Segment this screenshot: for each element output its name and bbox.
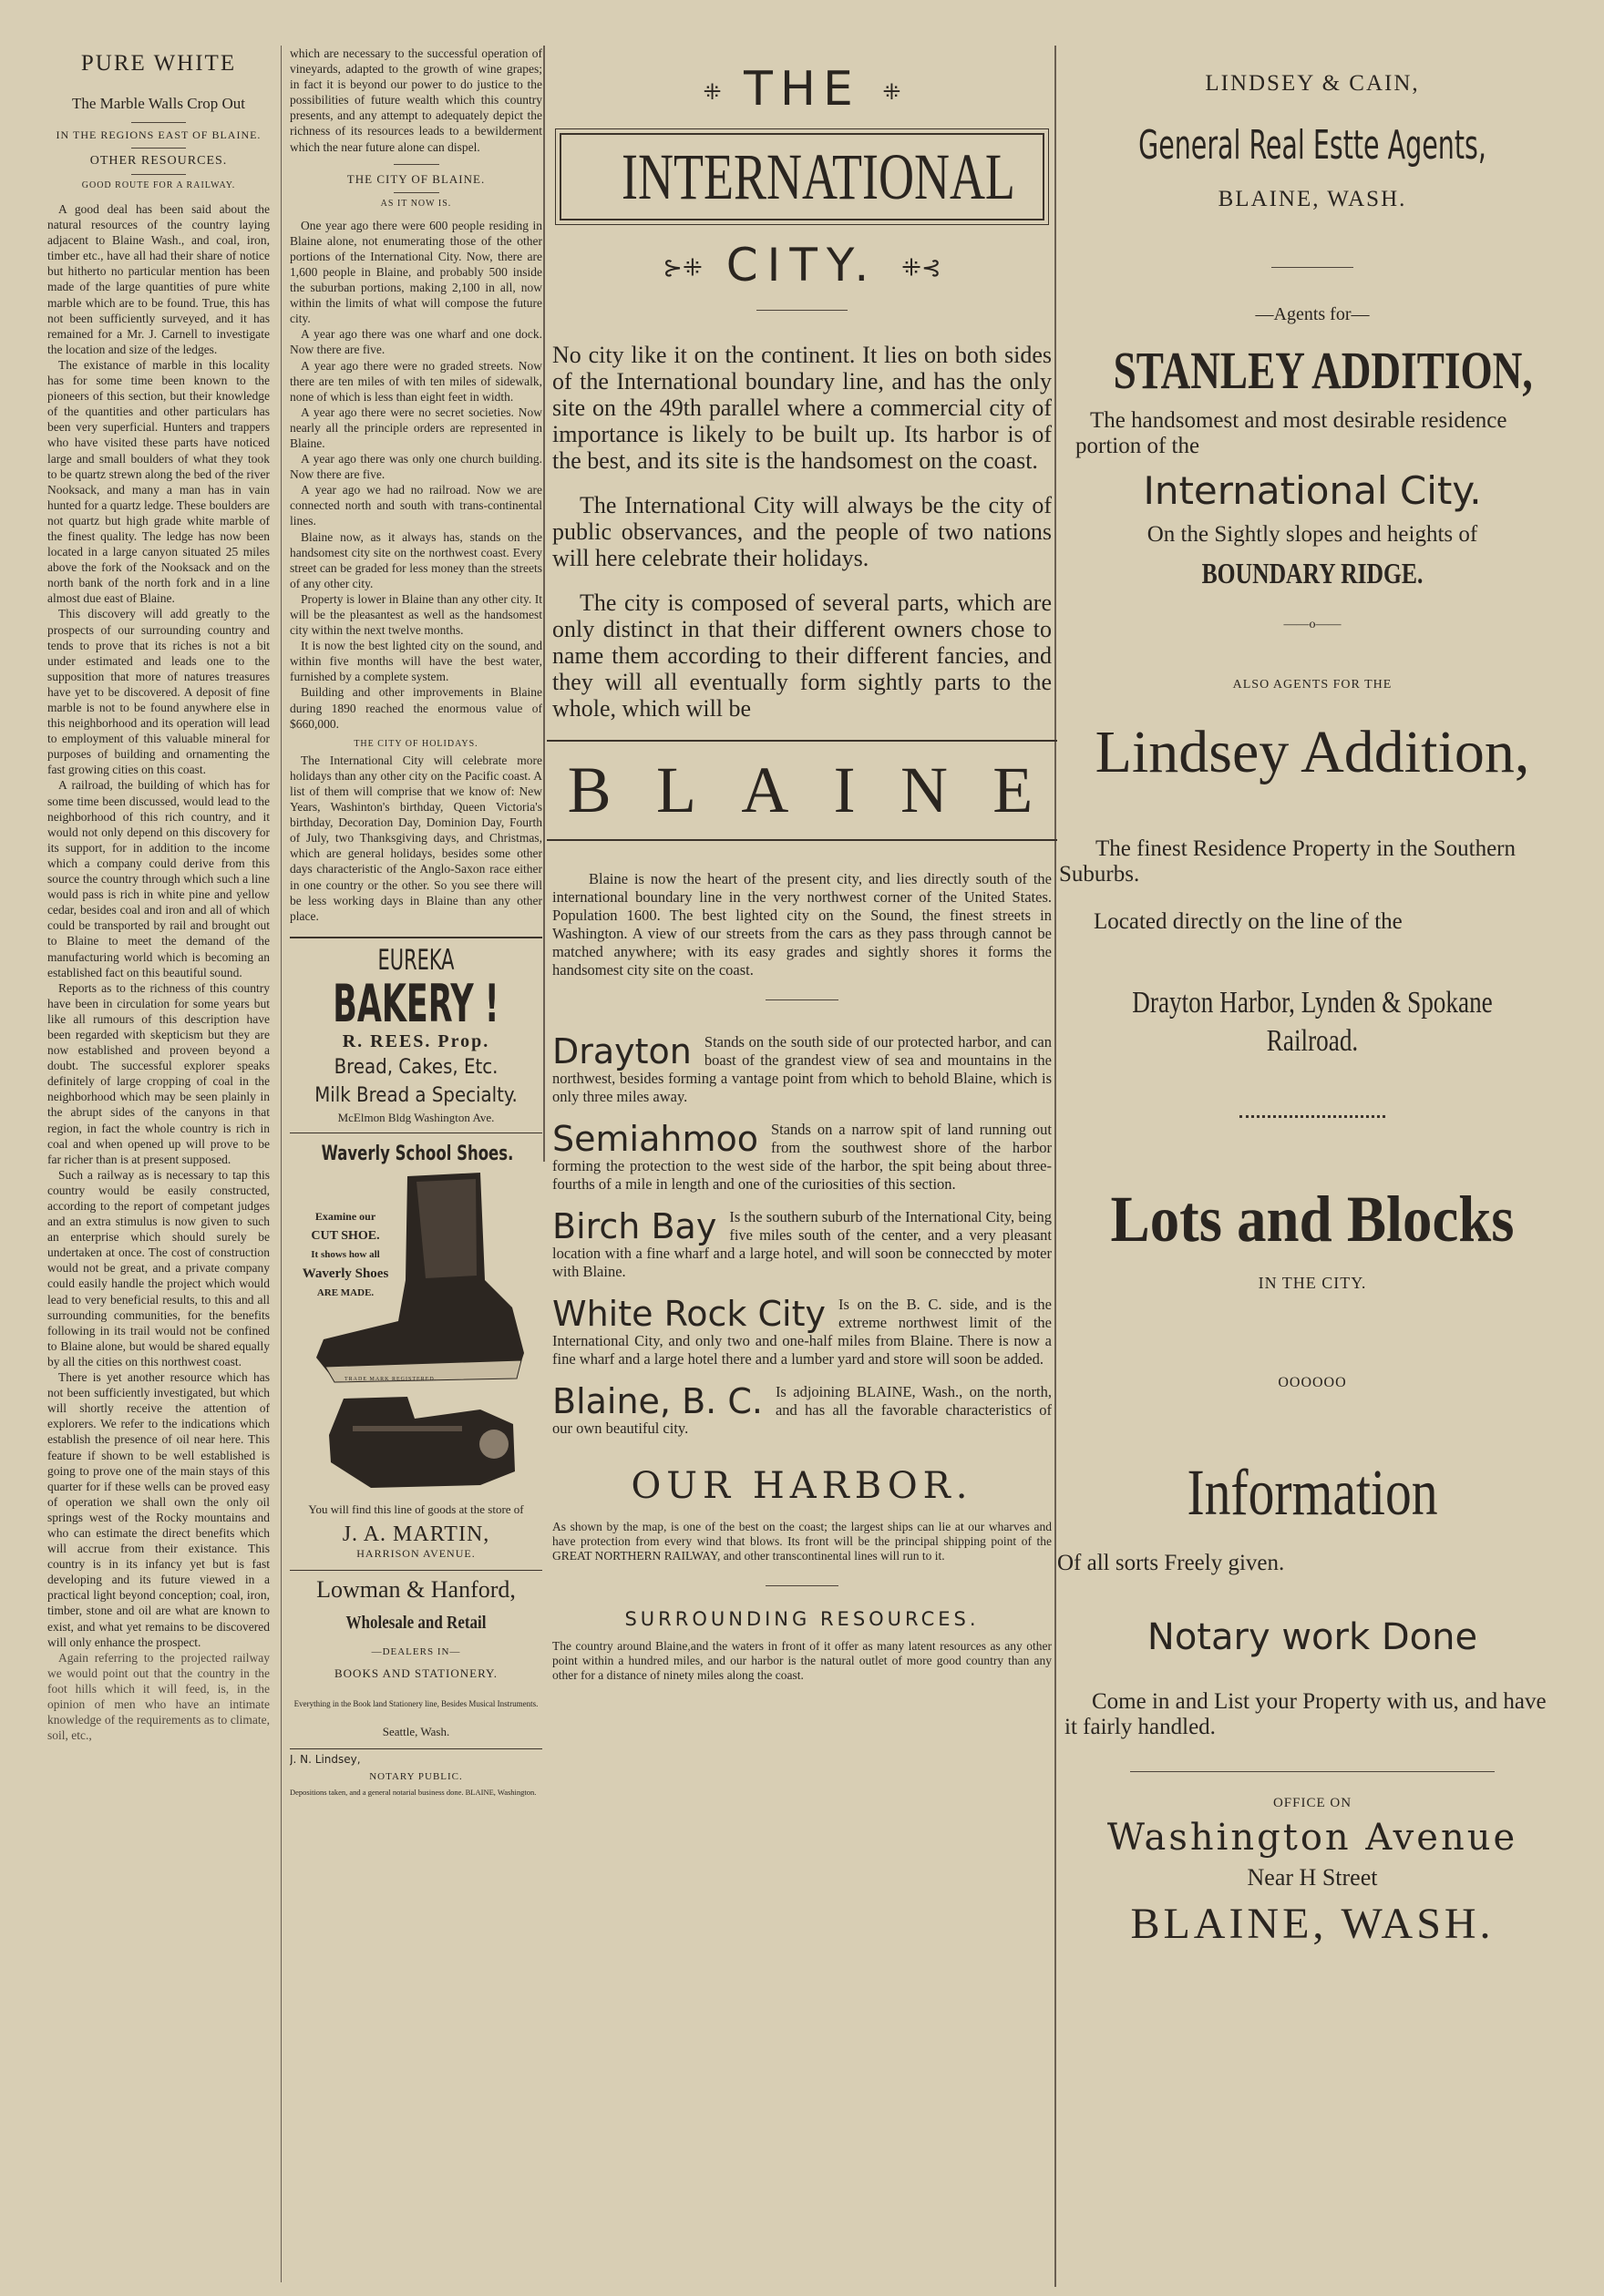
stanley-addition: STANLEY ADDITION, [1113, 341, 1533, 400]
banner-letter: B [567, 753, 615, 826]
divider [766, 999, 838, 1000]
paragraph: The existance of marble in this locality has for some time been known to the pioneers of this section, but their knowledge of the quantities and other particulars has been very superficial. Hunters and trappers who have visited these parts have noticed large and small boulders of what they took to be quartz strewn along the bed of the river Nooksack, and many a man has in vain hunted for a quartz ledge. These boulders are not quartz but high grade white marble of the finest quality. The ledge has now been located in a large canyon situated 25 miles above the fork of the Nooksack and on the north bank of the north fork and in a line almost due east of Blaine. [47, 357, 270, 606]
banner-letter: N [900, 753, 951, 826]
banner-letter: I [833, 753, 859, 826]
slopes-text: On the Sightly slopes and heights of [1146, 522, 1478, 547]
firm-business: General Real Estte Agents, [1138, 122, 1486, 169]
divider [1271, 267, 1353, 268]
paragraph: It is now the best lighted city on the sound, and within five months will have the best water, furnished by a complete system. [290, 639, 542, 684]
masthead-word: INTERNATIONAL [622, 140, 1015, 213]
ad-heading: Waverly School Shoes. [321, 1142, 514, 1165]
ad-text: It shows how all [311, 1248, 380, 1260]
ornament-icon: ⁜⊰ [901, 254, 941, 282]
paragraph: A railroad, the building of which has for some time been discussed, would lead to the neighborhood of this rich country, and it would not only depend on this discovery for its support, for in addition to the income which a company could derive from this source the country through which such a line would pass is rich in white pine and yellow cedar, besides coal and iron and all of which could be transported by rail and brought out to Blaine to meet the demand of the manufacturing world which is becoming an established fact on this beautiful sound. [47, 778, 270, 979]
masthead-city [547, 239, 1057, 292]
paragraph: Property is lower in Blaine than any other city. It will be the pleasantest as well as the handsomest city within the next twelve months. [290, 591, 542, 638]
column-city-of-blaine [290, 46, 542, 2282]
column-rule [543, 46, 545, 1162]
blaine-text: Blaine is now the heart of the present city, and lies directly south of the international boundary line in the very northwest corner of the United States. Population 1600. The best lighted city on the Sound, the finest streets in Washington. A view of our streets from the cars as they pass through cannot be matched anywhere; with its easy grades and sightly shores it forms the handsomest city site on the coast. [552, 870, 1052, 979]
lowman-hanford-ad [290, 1570, 542, 1739]
ad-text: Bread, Cakes, Etc. [334, 1055, 499, 1079]
paragraph: The International City will celebrate more holidays than any other city on the Pacific coast. A list of them will comprise that we know of: New Years, Washinton's birthday, Queen Victoria's birthday, Decoration Day, Dominion Day, Fourth of July, two Thanksgiving days, and Christmas, which are general holidays, besides some other days characteristic of the Anglo-Saxon race either in one country or the other. So you see there will be less working days in Blaine than any other place. [290, 753, 542, 923]
ad-address: McElmon Bldg Washington Ave. [337, 1110, 495, 1124]
notary-heading: Notary work Done [1146, 1616, 1478, 1658]
ad-text: —DEALERS IN— [371, 1645, 461, 1657]
place-name: Drayton [552, 1031, 692, 1071]
shoe-illustration [290, 1171, 542, 1499]
column-rule [281, 46, 282, 2282]
ad-text: You will find this line of goods at the store of [308, 1502, 524, 1516]
divider [1239, 1115, 1385, 1118]
in-city: IN THE CITY. [1258, 1274, 1367, 1292]
intl-city: International City. [1143, 468, 1482, 513]
subhead: AS IT NOW IS. [380, 198, 452, 209]
information-heading: Information [1187, 1456, 1438, 1529]
subhead: OTHER RESOURCES. [89, 154, 228, 168]
ad-proprietor: R. REES. Prop. [342, 1030, 490, 1051]
notary-text: Depositions taken, and a general notarial business done. BLAINE, Washington. [290, 1787, 537, 1797]
firm-name: LINDSEY & CAIN, [1205, 71, 1420, 96]
stanley-desc: The handsomest and most desirable residence portion of the [1075, 408, 1507, 458]
lindsey-addition: Lindsey Addition, [1095, 719, 1530, 785]
paragraph: A year ago there was one wharf and one dock. Now there are five. [290, 327, 542, 357]
place-name: Birch Bay [552, 1206, 717, 1246]
paragraph: Blaine now, as it always has, stands on the handsomest city site on the northwest coast. Every street can be graded for less money than the streets of any other city. [290, 529, 542, 590]
place-text: Is adjoining BLAINE, Wash., on the north, and has all the favorable characteristics of our own beautiful city. [552, 1383, 1052, 1437]
paragraph: Reports as to the richness of this country have been in circulation for some years but like all rumours of this description have been regarded with skepticism but they are now established and proveen beyond a doubt. The successful explorer speaks definitely of large cropping of coal in the neighborhood which may be seen plainly in the abrupt sides of the canyons in that region, in fact the whole country is rich in coal and when opened up will prove to be far richer than is at present supposed. [47, 980, 270, 1166]
divider [756, 310, 848, 311]
divider [1130, 1771, 1495, 1772]
ad-text: Examine our [314, 1209, 376, 1223]
finest-text: The finest Residence Property in the Southern Suburbs. [1059, 836, 1516, 887]
article-subtitle: The Marble Walls Crop Out [71, 95, 245, 112]
paragraph: Such a railway as is necessary to tap this country would be easily constructed, according to the report of competant judges and an extra stimulus is now given to such an enterprise which should surely be undertaken at once. The cost of construction would not be great, and a private company could easily handle the project which would lead to very beneficial results, to this and all surrounding communities, for the benefits following in its trail would not be confined to Blaine alone, but would be shared equally by all the cities on this northwest coast. [47, 1167, 270, 1368]
paragraph: No city like it on the continent. It lies on both sides of the International boundary line, and has the only site on the 49th parallel where a commercial city of importance is likely to be built up. Its harbor is of the best, and its site is the handsomest on the coast. [552, 342, 1052, 474]
waverly-shoes-ad [290, 1133, 542, 1561]
ad-text: BOOKS AND STATIONERY. [334, 1666, 498, 1680]
article-title: PURE WHITE [80, 51, 237, 76]
also-agents: ALSO AGENTS FOR THE [1232, 678, 1393, 692]
notary-name: J. N. Lindsey, [290, 1752, 361, 1766]
divider [131, 122, 186, 123]
office-on: OFFICE ON [1272, 1796, 1352, 1810]
divider: ——o—— [1283, 618, 1342, 631]
paragraph: A year ago there were no secret societies. Now nearly all the principle orders are represented in Blaine. [290, 405, 542, 450]
section-heading: SURROUNDING RESOURCES. [624, 1608, 980, 1630]
paragraph: A good deal has been said about the natural resources of the country laying adjacent to Blaine Wash., and coal, iron, timber etc., have all had their share of notice but hitherto no particular mention has been made of the large quantities of pure white marble which are to be found. True, this has not been sufficiently surveyed, and it has remained for a Mr. J. Carnell to investigate the location and size of the ledges. [47, 202, 270, 356]
notary-ad [290, 1748, 542, 1797]
article-continuation [290, 46, 542, 155]
subhead: THE CITY OF BLAINE. [346, 171, 486, 186]
paragraph: Again referring to the projected railway we would point out that the country in the foot hills which it will feed, is, in the opinion of men who have an intimate knowledge of the requirements as to climate, soil, etc., [47, 1650, 270, 1743]
paragraph: Building and other improvements in Blaine during 1890 reached the enormous value of $660,000. [290, 685, 542, 731]
place-name: Blaine, B. C. [552, 1381, 763, 1421]
paragraph: A year ago we had no railroad. Now we are connected north and south with trans-continental lines. [290, 483, 542, 528]
merchant-name: J. A. MARTIN, [342, 1522, 490, 1546]
paragraph: A year ago there was only one church building. Now there are five. [290, 452, 542, 482]
paragraph: The International City will always be the city of public observances, and the people of two nations will here celebrate their holidays. [552, 492, 1052, 571]
subhead: THE CITY OF HOLIDAYS. [354, 738, 478, 749]
lots-and-blocks: Lots and Blocks [1110, 1183, 1515, 1256]
subhead: GOOD ROUTE FOR A RAILWAY. [81, 180, 236, 190]
railroad-name: Drayton Harbor, Lynden & Spokane Railroad. [1132, 986, 1493, 1058]
place-semiahmoo [552, 1121, 1052, 1194]
banner-letter: E [992, 753, 1037, 826]
come-in-text: Come in and List your Property with us, and have it fairly handled. [1064, 1689, 1547, 1739]
blaine-banner [547, 740, 1057, 841]
divider [394, 192, 439, 193]
ornament-icon: ⁜ [882, 79, 901, 105]
column-international-city [547, 46, 1057, 2282]
ad-text: CUT SHOE. [311, 1228, 380, 1243]
agents-for: —Agents for— [1255, 304, 1370, 324]
masthead-word: THE [744, 62, 860, 117]
article-body [290, 753, 542, 924]
paragraph: This discovery will add greatly to the prospects of our surrounding country and tends to prove that its riches is not a bit under estimated and leads one to the supposition that more of natures treasures have yet to be discovered. A deposit of fine marble is not to be found anywhere else in this neighborhood and its operation will lead to employment of this valuable mineral for purposes of building and ornamenting the fast growing cities on this coast. [47, 607, 270, 777]
ad-heading: BAKERY ! [333, 973, 499, 1034]
place-text: Stands on a narrow spit of land running out from the southwest shore of the harbor forming the protection to the west side of the harbor, the spit being about three-fourths of a mile in length and one of the curiosities of this section. [552, 1121, 1052, 1193]
place-text: Stands on the south side of our protected harbor, and can boast of the grandest view of sea and mountains in the northwest, besides forming a vantage point from which to behold Blaine, which is only three miles away. [552, 1033, 1052, 1105]
paragraph: One year ago there were 600 people residing in Blaine alone, not enumerating those of the other portions of the International City. Now, there are 1,600 people in Blaine, and probably 500 inside the suburban portions, making 2,100 in all, now within the limits of what will compose the future city. [290, 218, 542, 326]
washington-avenue: Washington Avenue [1106, 1817, 1518, 1859]
ad-text: Wholesale and Retail [345, 1612, 487, 1633]
place-name: White Rock City [552, 1294, 826, 1334]
article-body [290, 218, 542, 732]
divider [131, 148, 186, 149]
divider [766, 1585, 838, 1586]
ad-heading: Lowman & Hanford, [316, 1575, 516, 1603]
place-name: Semiahmoo [552, 1119, 758, 1159]
place-text: Is on the B. C. side, and is the extreme northwest limit of the International City, and only two and one-half miles from Blaine. There is now a fine wharf and a large hotel there and a lumber yard and store will soon be added. [552, 1296, 1052, 1368]
place-birch-bay [552, 1208, 1052, 1281]
ad-text: Waverly Shoes [302, 1266, 389, 1281]
masthead-the [547, 62, 1057, 117]
resources-text: The country around Blaine,and the waters in front of it offer as many latent resources as any other point within a hundred miles, and our harbor is the natural outlet of more good country than any other for a distance of ninety miles along the coast. [552, 1639, 1052, 1682]
ad-text: ARE MADE. [316, 1286, 375, 1298]
paragraph: A year ago there were no graded streets. Now there are ten miles of with ten miles of sidewalk, none of which is less than eight feet in width. [290, 358, 542, 404]
paragraph: There is yet another resource which has not been sufficiently investigated, but which will shortly receive the attention of explorers. We refer to the indications which establish the presence of oil near here. This feature if shown to be well established is going to prove one of the main stays of this quarter for if these wells can be proved easy of operation we shall own the only oil springs west of the Rocky mountains and who can estimate the direct benefits which will accrue from their existance. This country is in its infancy yet but is fast developing and its future viewed in a practical light beyond conception; coal, iron, timber, stone and oil are what are known to exist, and what yet remains to be discovered will only enhance the prospect. [47, 1370, 270, 1649]
notary-title: NOTARY PUBLIC. [369, 1770, 463, 1782]
boundary-ridge: BOUNDARY RIDGE. [1201, 557, 1424, 589]
trade-mark: TRADE MARK REGISTERED. [344, 1376, 437, 1382]
ad-text: Milk Bread a Specialty. [314, 1083, 518, 1107]
ornament-icon: ⁜ [703, 79, 722, 105]
firm-location: BLAINE, WASH. [1218, 187, 1407, 211]
place-drayton [552, 1033, 1052, 1106]
divider [131, 174, 186, 175]
banner-letter: A [741, 753, 793, 826]
ad-address: Seattle, Wash. [382, 1724, 450, 1738]
column-pure-white [47, 46, 270, 2282]
column-lindsey-cain [1057, 46, 1568, 2282]
masthead-word: CITY. [725, 239, 879, 292]
masthead-box [560, 133, 1044, 220]
place-white-rock [552, 1296, 1052, 1368]
harbor-text: As shown by the map, is one of the best on the coast; the largest ships can lie at our wharves and have protection from every wind that blows. Its front will be the principal shipping point of the GREAT NORTHERN RAILWAY, and other transcontinental lines will run to it. [552, 1520, 1052, 1563]
eureka-bakery-ad [290, 937, 542, 1125]
city-description [552, 342, 1052, 722]
shoe-ad-copy [295, 1207, 396, 1303]
place-blaine-bc [552, 1383, 1052, 1438]
circles-divider: OOOOOO [1278, 1375, 1347, 1390]
subhead: IN THE REGIONS EAST OF BLAINE. [56, 128, 262, 141]
near-street: Near H Street [1247, 1864, 1378, 1891]
located-text: Located directly on the line of the [1094, 909, 1403, 934]
paragraph: The city is composed of several parts, which are only distinct in that their different owners chose to name them according to their different fancies, and they will all eventually form sightly parts to the whole, which will be [552, 589, 1052, 722]
place-text: Is the southern suburb of the International City, being five miles south of the center, and a very pleasant location with a fine wharf and a large hotel, and will soon be conneccted by moter with Blaine. [552, 1208, 1052, 1280]
article-body [47, 201, 270, 1743]
sorts-text: Of all sorts Freely given. [1057, 1551, 1285, 1575]
blaine-wash: BLAINE, WASH. [1130, 1900, 1495, 1948]
banner-letter: L [656, 753, 700, 826]
ad-address: HARRISON AVENUE. [356, 1546, 476, 1560]
ornament-icon: ⊱⁜ [663, 254, 703, 282]
paragraph: which are necessary to the successful operation of vineyards, adapted to the growth of wine grapes; in fact it is beyond our power to do justice to the possibilities of future wealth which this country presents, and any attempt to adequately depict the richness of its resources leads to a bewilderment which the near future alone can dispel. [290, 46, 542, 154]
ad-heading: EUREKA [377, 943, 455, 977]
ad-text: Everything in the Book land Stationery line, Besides Musical Instruments. [293, 1698, 539, 1708]
section-heading: OUR HARBOR. [631, 1465, 973, 1507]
divider [394, 164, 439, 165]
